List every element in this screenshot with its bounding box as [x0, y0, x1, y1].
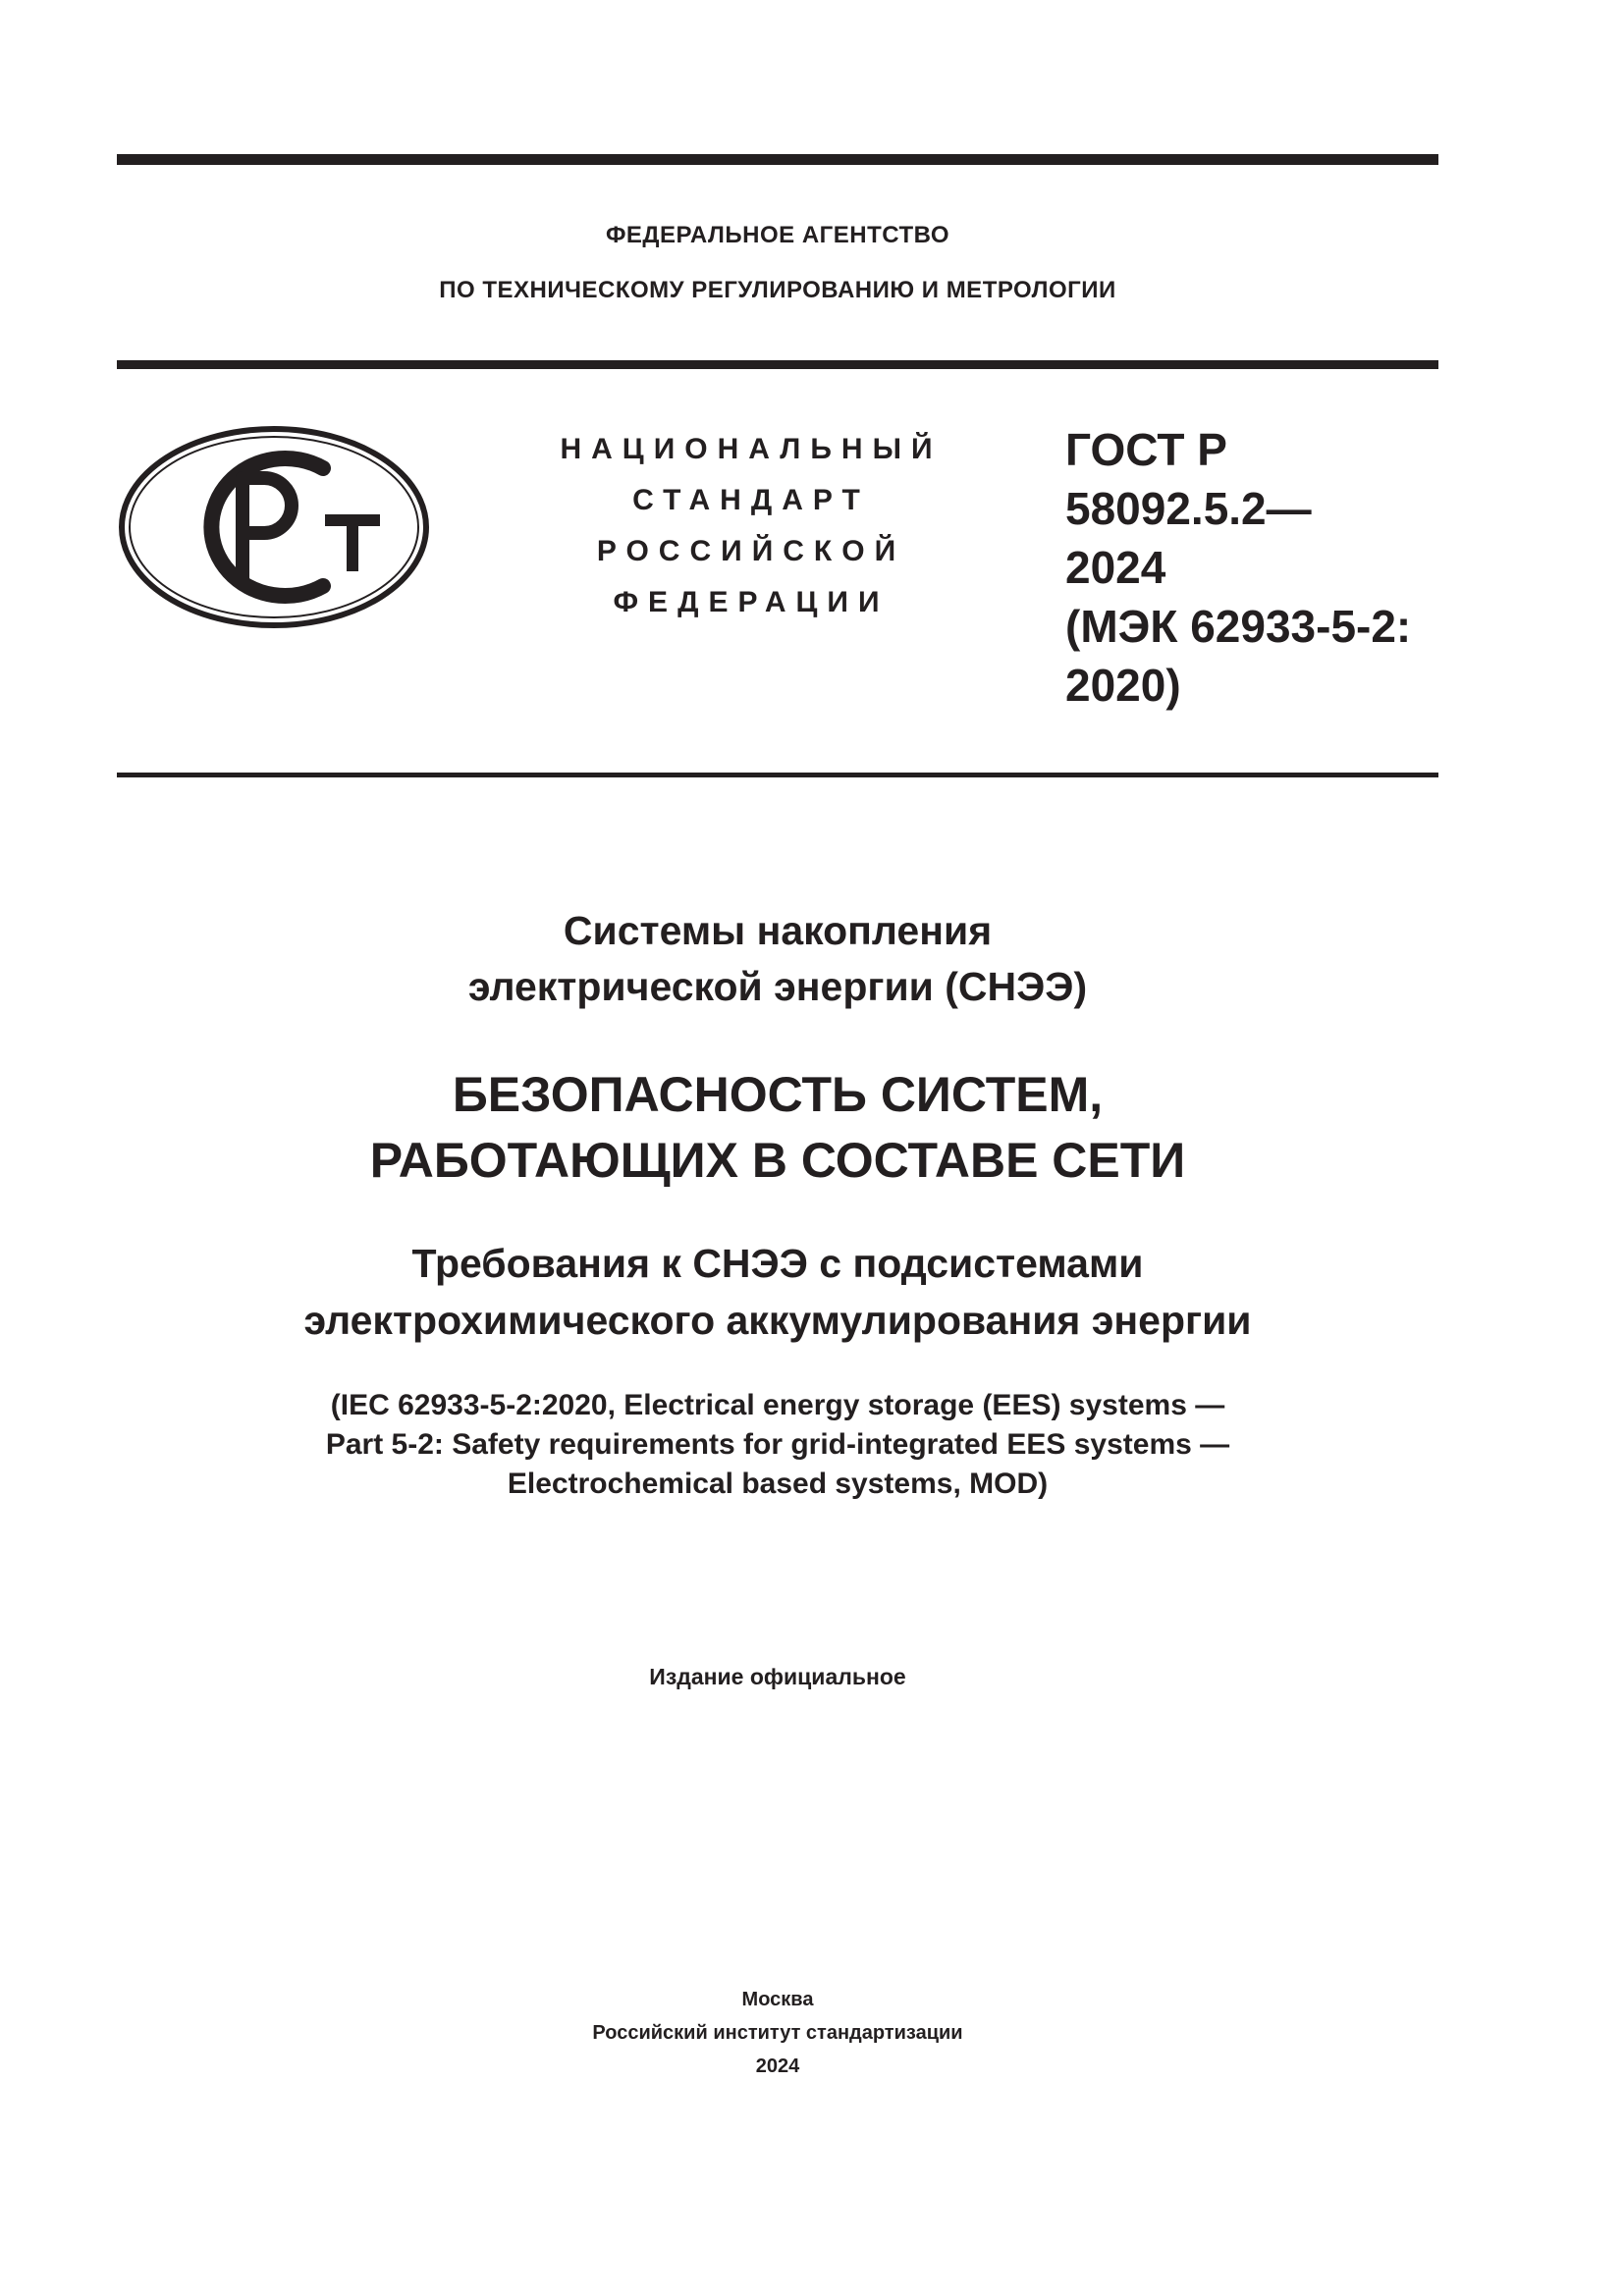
- agency-header: [117, 216, 1438, 326]
- part-title-line-1: Требования к СНЭЭ с подсистемами: [411, 1241, 1144, 1286]
- designation-line-1: ГОСТ Р: [1065, 424, 1227, 475]
- iec-reference-line-1: (IEC 62933-5-2:2020, Electrical energy storage (EES) systems —: [330, 1389, 1225, 1421]
- iec-reference-line-2: Part 5-2: Safety requirements for grid-integrated EES systems —: [325, 1428, 1230, 1461]
- national-standard-label: [520, 424, 982, 628]
- part-title: [117, 1235, 1438, 1349]
- designation-line-2: 58092.5.2—: [1065, 483, 1312, 534]
- national-line-3: РОССИЙСКОЙ: [596, 535, 906, 567]
- imprint-publisher: Российский институт стандартизации: [592, 2022, 963, 2044]
- national-line-4: ФЕДЕРАЦИИ: [613, 586, 890, 618]
- standard-designation: [1065, 420, 1448, 715]
- designation-line-5: 2020): [1065, 660, 1181, 711]
- designation-line-3: 2024: [1065, 542, 1166, 593]
- designation-line-4: (МЭК 62933-5-2:: [1065, 601, 1412, 652]
- series-title-line-2: электрической энергии (СНЭЭ): [467, 964, 1088, 1009]
- middle-divider: [117, 360, 1438, 369]
- part-title-line-2: электрохимического аккумулирования энергии: [303, 1298, 1252, 1343]
- series-title-line-1: Системы накопления: [563, 908, 993, 953]
- edition-label: Издание официальное: [649, 1664, 906, 1689]
- iec-reference-line-3: Electrochemical based systems, MOD): [507, 1468, 1049, 1500]
- imprint-city: Москва: [741, 1989, 814, 2010]
- agency-line-2: ПО ТЕХНИЧЕСКОМУ РЕГУЛИРОВАНИЮ И МЕТРОЛОГИИ: [439, 277, 1116, 303]
- rst-logo-icon: [117, 424, 431, 630]
- bottom-divider: [117, 773, 1438, 777]
- national-line-1: НАЦИОНАЛЬНЫЙ: [560, 433, 943, 465]
- national-line-2: СТАНДАРТ: [632, 484, 870, 516]
- agency-line-1: ФЕДЕРАЛЬНОЕ АГЕНТСТВО: [605, 222, 950, 248]
- main-title-line-1: БЕЗОПАСНОСТЬ СИСТЕМ,: [452, 1067, 1104, 1122]
- main-title-line-2: РАБОТАЮЩИХ В СОСТАВЕ СЕТИ: [369, 1133, 1186, 1188]
- iec-reference: [117, 1386, 1438, 1504]
- imprint-year: 2024: [755, 2056, 800, 2077]
- top-divider: [117, 154, 1438, 165]
- imprint: [117, 1983, 1438, 2083]
- main-title: [117, 1062, 1438, 1194]
- series-title: [117, 903, 1438, 1015]
